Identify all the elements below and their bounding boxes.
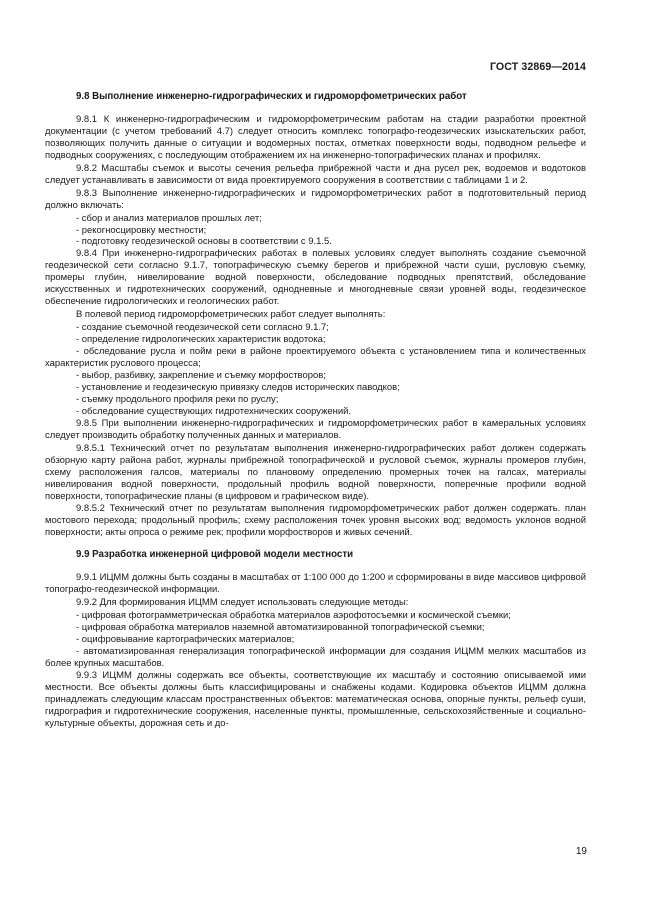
section-heading-9-9: 9.9 Разработка инженерной цифровой модели местности: [76, 549, 354, 561]
paragraph-9-8-5-1: 9.8.5.1 Технический отчет по результатам выполнения инженерно-гидрографических работ должен содержать обзорную карту района работ, журналы прибрежной топографической и русловой съемок, журналы промеров глубин, схему расположения галсов, материалы по плановому определению промерных точек на галсах, материалы нивелирования водной поверхности, продольный профиль водной поверхности, поперечные профили водной поверхности, топографические планы (в цифровом и графическом виде).: [45, 442, 586, 502]
list-item: - рекогносцировку местности;: [76, 224, 207, 236]
list-item: - съемку продольного профиля реки по руслу;: [76, 393, 279, 405]
list-item: - обследование существующих гидротехнических сооружений.: [76, 405, 352, 417]
paragraph-9-9-3: 9.9.3 ИЦММ должны содержать все объекты, соответствующие их масштабу и состоянию описываемой ими местности. Все объекты должны быть классифицированы и снабжены кодами. Кодировка объектов ИЦММ должна принадлежать следующим классам пространственных объектов: математическая основа, опорные пункты, рельеф суши, гидрография и гидротехнические сооружения, населенные пункты, промышленные, сельскохозяйственные и социально-культурные объекты, дорожная сеть и до-: [45, 669, 586, 729]
list-item: - сбор и анализ материалов прошлых лет;: [76, 212, 262, 224]
list-item: - подготовку геодезической основы в соответствии с 9.1.5.: [76, 236, 332, 248]
list-item: - оцифровывание картографических материалов;: [76, 634, 295, 646]
paragraph-9-8-1: 9.8.1 К инженерно-гидрографическим и гидроморфометрическим работам на стадии разработки проектной документации (с учетом требований 4.7) следует относить комплекс топографо-геодезических изыскательских работ, позволяющих получить данные о ситуации и водомерных постах, отметках поверхности воды, подводном рельефе и подводных сооружениях, с последующим отображением их на инженерно-топографических планах и профилях.: [45, 113, 586, 161]
list-item: - создание съемочной геодезической сети согласно 9.1.7;: [76, 322, 329, 334]
section-heading-9-8: 9.8 Выполнение инженерно-гидрографических и гидроморфометрических работ: [76, 91, 467, 102]
paragraph-9-8-5: 9.8.5 При выполнении инженерно-гидрографических и гидроморфометрических работ в камеральных условиях следует производить обработку полученных данных и материалов.: [45, 417, 586, 441]
document-body: [45, 91, 586, 731]
paragraph-9-8-3: 9.8.3 Выполнение инженерно-гидрографических и гидроморфометрических работ в подготовительный период должно включать:: [45, 187, 586, 211]
paragraph-9-8-5-2: 9.8.5.2 Технический отчет по результатам выполнения гидроморфометрических работ должен содержать. план мостового перехода; продольный профиль; схему расположения точек уровня высоких вод; ведомость уклонов водной поверхности; акты опроса о режиме рек; профили морфостворов и живых сечений.: [45, 503, 586, 539]
list-item: - установление и геодезическую привязку следов исторических паводков;: [76, 381, 400, 393]
paragraph-9-8-2: 9.8.2 Масштабы съемок и высоты сечения рельефа прибрежной части и дна русел рек, водоемов и водотоков следует устанавливать в зависимости от вида проектируемого сооружения в соответствии с таблицами 1 и 2.: [45, 162, 586, 186]
list-item: - цифровая фотограмметрическая обработка материалов аэрофотосъемки и космической съемки;: [76, 610, 511, 622]
list-item: - цифровая обработка материалов наземной автоматизированной топографической съемки;: [76, 622, 485, 634]
document-code: ГОСТ 32869—2014: [489, 61, 586, 73]
page-number: 19: [575, 846, 587, 857]
list-item: - обследование русла и пойм реки в районе проектируемого объекта с установлением типа и количественных характеристик руслового процесса;: [45, 346, 586, 370]
paragraph-9-9-2: 9.9.2 Для формирования ИЦММ следует использовать следующие методы:: [76, 597, 409, 609]
list-item: - определение гидрологических характеристик водотока;: [76, 334, 326, 346]
paragraph-9-8-4: 9.8.4 При инженерно-гидрографических работах в полевых условиях следует выполнять создание съемочной геодезической сети согласно 9.1.7, топографическую съемку берегов и прибрежной части суши, русловую съемку, промеры глубин, нивелирование водной поверхности, обследование подводных препятствий, обследование искусственных и гидротехнических сооружений, однодневные и многодневные связи уровней воды, геодезическое обеспечение гидрологических и геологических работ.: [45, 248, 586, 308]
paragraph-9-9-1: 9.9.1 ИЦММ должны быть созданы в масштабах от 1:100 000 до 1:200 и сформированы в виде массивов цифровой топографо-геодезической информации.: [45, 572, 586, 596]
list-item: - выбор, разбивку, закрепление и съемку морфостворов;: [76, 369, 326, 381]
list-item: - автоматизированная генерализация топографической информации для создания ИЦММ мелких масштабов из более крупных масштабов.: [45, 645, 586, 669]
paragraph-field-period: В полевой период гидроморфометрических работ следует выполнять:: [76, 309, 386, 321]
